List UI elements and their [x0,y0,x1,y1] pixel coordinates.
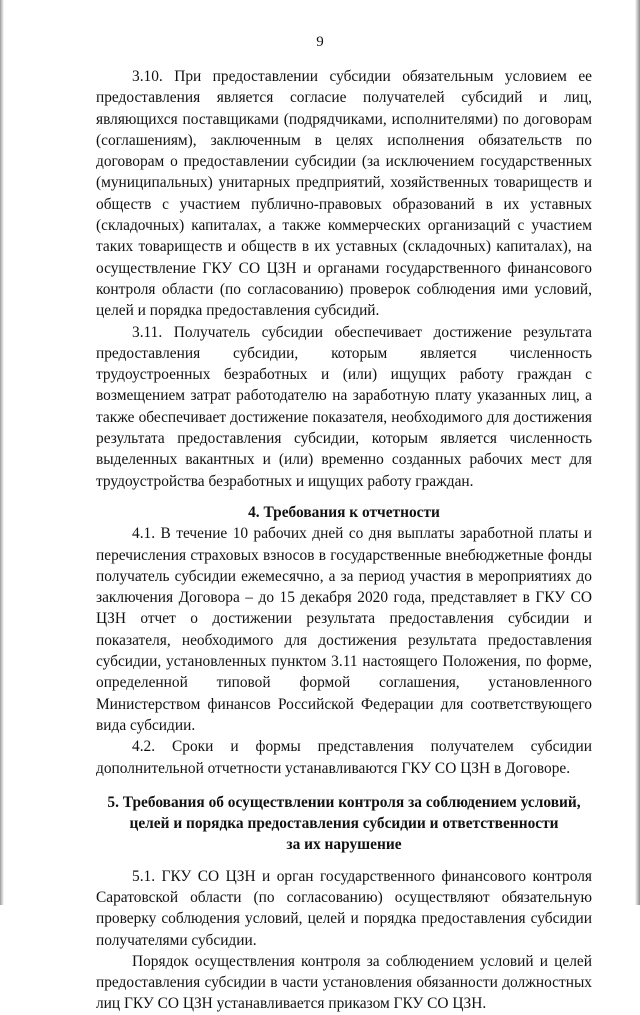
section-4-heading: 4. Требования к отчетности [248,503,440,521]
paragraph-4-2: 4.2. Сроки и формы представления получателем субсидии дополнительной отчетности устанавливаются ГКУ СО ЦЗН в Договоре. [96,738,592,777]
page-number: 9 [316,34,324,50]
section-spacer [96,492,592,502]
section-spacer [96,856,592,866]
section-5-heading-line-3: за их нарушение [286,836,402,854]
scan-edge-left [0,0,4,905]
section-5-heading-line-2: целей и порядка предоставления субсидии и ответственности [129,815,559,833]
scan-edge-right [635,0,640,905]
document-body [96,66,592,1015]
paragraph-3-10: 3.10. При предоставлении субсидии обязательным условием ее предоставления является согласие получателей субсидий и лиц, являющихся поставщиками (подрядчиками, исполнителями) по договорам (соглашениям), заключенным в целях исполнения обязательств по договорам о предоставлении субсидии (за исключением государственных (муниципальных) унитарных предприятий, хозяйственных товариществ и обществ с участием публично-правовых образований в их уставных (складочных) капиталах, а также коммерческих организаций с участием таких товариществ и обществ в их уставных (складочных) капиталах), на осуществление ГКУ СО ЦЗН и органами государственного финансового контроля области (по согласованию) проверок соблюдения ими условий, целей и порядка предоставления субсидий. [96,68,592,320]
section-5-heading [96,792,592,856]
paragraph-3-11: 3.11. Получатель субсидии обеспечивает достижение результата предоставления субсидии, которым является численность трудоустроенных безработных и (или) ищущих работу граждан с возмещением затрат работодателю на заработную плату указанных лиц, а также обеспечивает достижение показателя, необходимого для достижения результата предоставления субсидии, которым является численность выделенных вакантных и (или) временно созданных рабочих мест для трудоустройства безработных и ищущих работу граждан. [96,323,592,490]
section-5-heading-line-1: 5. Требования об осуществлении контроля за соблюдением условий, [107,793,581,811]
paragraph-5-1: 5.1. ГКУ СО ЦЗН и орган государственного финансового контроля Саратовской области (по согласованию) осуществляют обязательную проверку соблюдения условий, целей и порядка предоставления субсидии получателями субсидии. [96,867,592,949]
section-spacer [96,779,592,792]
paragraph-control-order: Порядок осуществления контроля за соблюдением условий и целей предоставления субсидии в части установления обязанности должностных лиц ГКУ СО ЦЗН устанавливается приказом ГКУ СО ЦЗН. [96,952,592,1013]
paragraph-4-1: 4.1. В течение 10 рабочих дней со дня выплаты заработной платы и перечисления страховых взносов в государственные внебюджетные фонды получатель субсидии ежемесячно, а за период участия в мероприятиях до заключения Договора – до 15 декабря 2020 года, представляет в ГКУ СО ЦЗН отчет о достижении результата предоставления субсидии и показателя, необходимого для достижения результата предоставления субсидии, установленных пунктом 3.11 настоящего Положения, по форме, определенной типовой формой соглашения, установленного Министерством финансов Российской Федерации для соответствующего вида субсидии. [96,525,592,734]
